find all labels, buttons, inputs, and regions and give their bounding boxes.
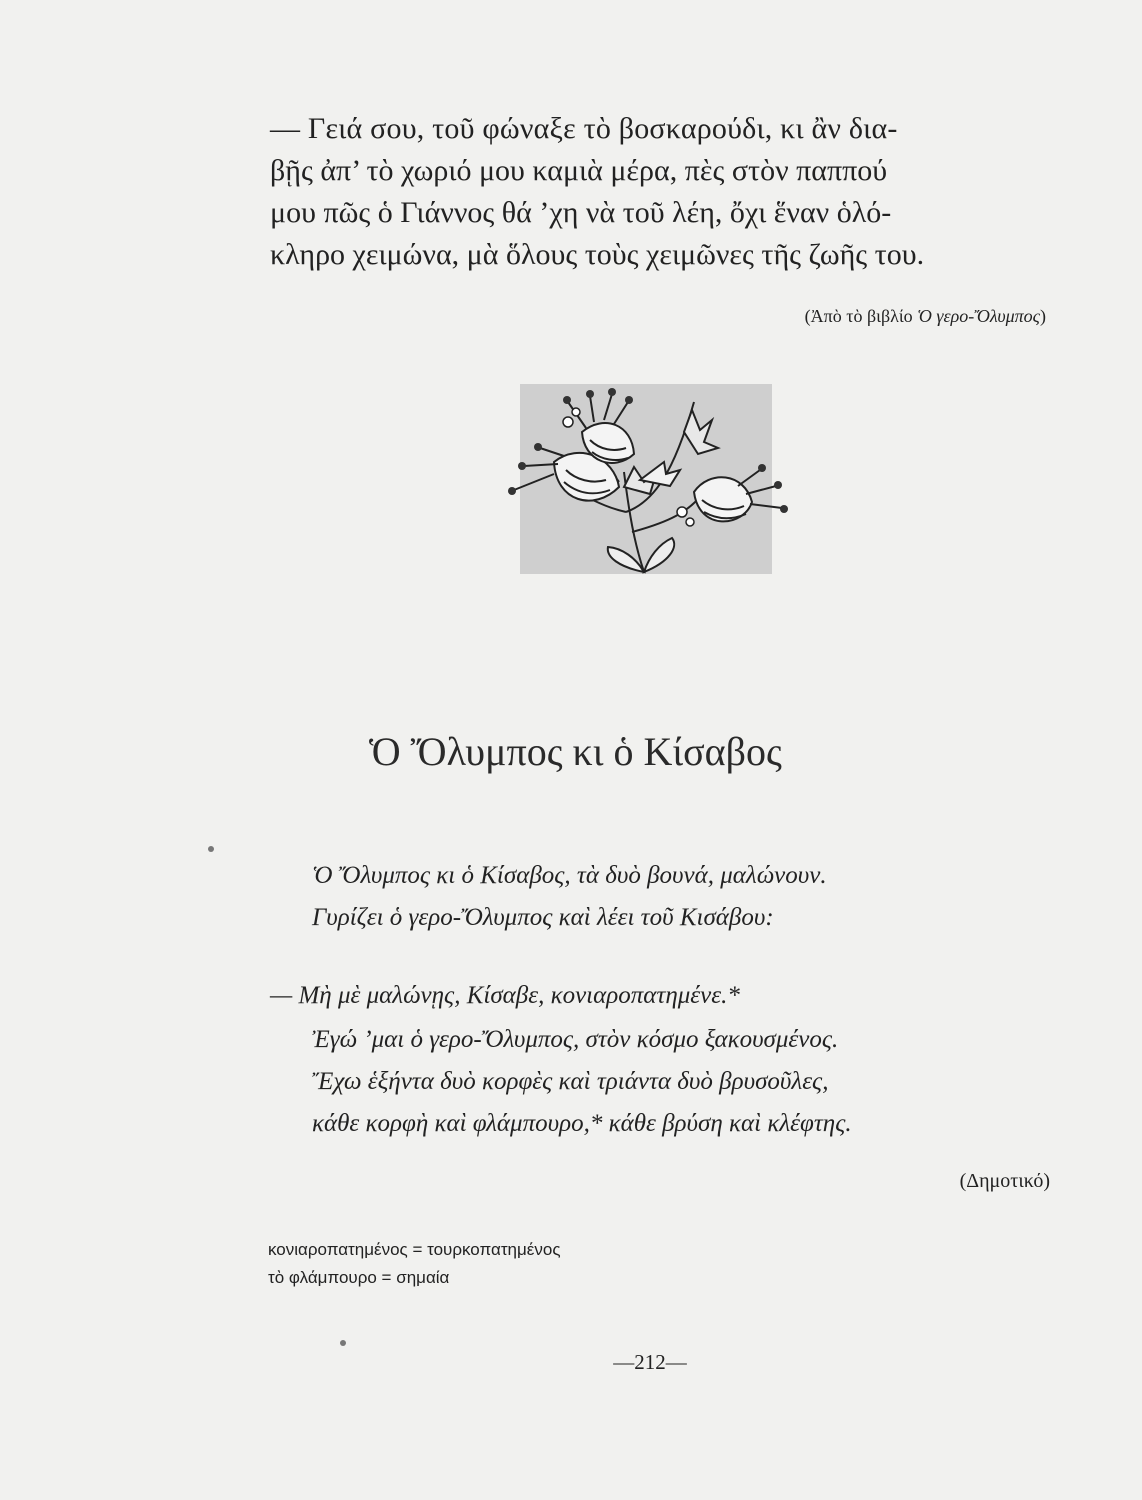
page-number: —212—: [613, 1350, 687, 1374]
source-suffix: ): [1040, 306, 1046, 326]
flower-illustration: [494, 362, 790, 592]
glossary-entry: τὸ φλάμπουρο = σημαία: [268, 1268, 450, 1287]
poem-line: Ἔχω ἑξήντα δυὸ κορφὲς καὶ τριάντα δυὸ βρυσοῦλες,: [312, 1068, 829, 1095]
glossary-entry: κονιαροπατημένος = τουρκοπατημένος: [268, 1240, 561, 1259]
flower-sprig-icon: [494, 362, 790, 592]
prose-passage: [270, 108, 1050, 276]
source-prefix: (Ἀπὸ τὸ βιβλίο: [804, 306, 918, 326]
prose-line: βῇς ἀπ’ τὸ χωριό μου καμιὰ μέρα, πὲς στὸν παππού: [270, 154, 888, 187]
poem-line: Γυρίζει ὁ γερο-Ὄλυμπος καὶ λέει τοῦ Κισάβου:: [312, 904, 774, 931]
poem-title: Ὁ Ὄλυμπος κι ὁ Κίσαβος: [369, 729, 782, 774]
margin-speck: [208, 846, 214, 852]
poem-line: κάθε κορφὴ καὶ φλάμπουρο,* κάθε βρύση καὶ κλέφτης.: [312, 1110, 852, 1137]
prose-line: μου πῶς ὁ Γιάννος θά ’χη νὰ τοῦ λέη, ὄχι ἕναν ὁλό-: [270, 196, 892, 229]
poem-line: Ὁ Ὄλυμπος κι ὁ Κίσαβος, τὰ δυὸ βουνά, μαλώνουν.: [312, 862, 827, 889]
margin-speck: [340, 1340, 346, 1346]
poem-line: — Μὴ μὲ μαλώνῃς, Κίσαβε, κονιαροπατημένε.*: [270, 982, 740, 1009]
glossary: [268, 1236, 768, 1292]
poem-credit: (Δημοτικό): [959, 1170, 1050, 1192]
source-book-title: Ὁ γερο-Ὄλυμπος: [917, 306, 1040, 326]
source-citation: [650, 306, 1046, 327]
prose-line: κληρο χειμώνα, μὰ ὅλους τοὺς χειμῶνες τῆς ζωῆς του.: [270, 238, 925, 271]
prose-line: — Γειά σου, τοῦ φώναξε τὸ βοσκαρούδι, κι ἂν δια-: [270, 112, 898, 145]
poem-line: Ἐγώ ’μαι ὁ γερο-Ὄλυμπος, στὸν κόσμο ξακουσμένος.: [312, 1026, 839, 1053]
